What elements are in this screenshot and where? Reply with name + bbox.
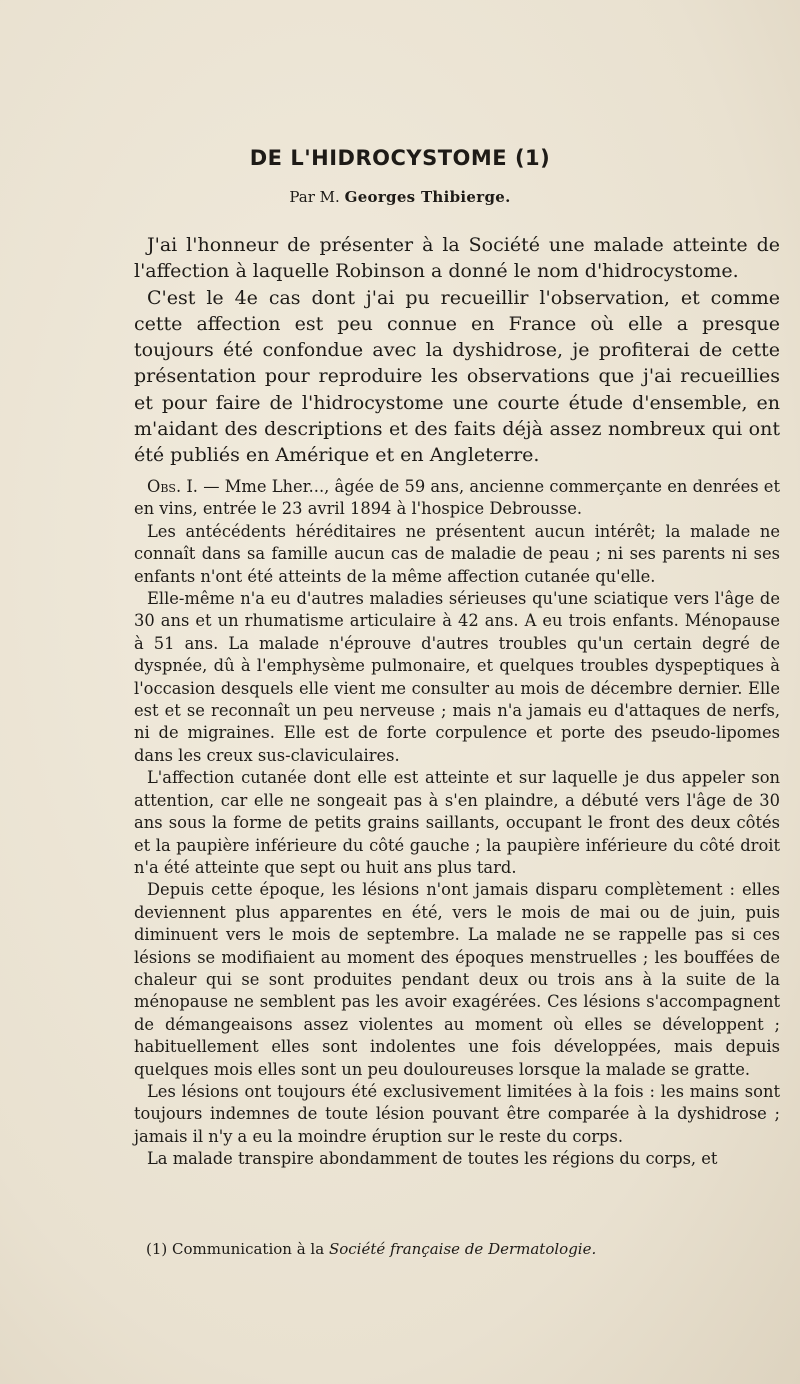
observation-intro: — Mme Lher..., âgée de 59 ans, ancienne commerçante en denrées et en vins, entrée le 23 avril 1894 à l'hospice Debrousse. bbox=[134, 477, 780, 519]
byline bbox=[0, 188, 800, 206]
observation-paragraph: L'affection cutanée dont elle est atteinte et sur laquelle je dus appeler son attention, car elle ne songeait pas à s'en plaindre, a débuté vers l'âge de 30 ans sous la forme de petits grains saillants, occupant le front des deux côtés et la paupière inférieure du côté gauche ; la paupière inférieure du côté droit n'a été atteinte que sept ou huit ans plus tard. bbox=[134, 768, 780, 877]
observation-paragraph: Depuis cette époque, les lésions n'ont jamais disparu complètement : elles deviennent plus apparentes en été, vers le mois de mai ou de juin, puis diminuent vers le mois de septembre. La malade ne se rappelle pas si ces lésions se modifiaient au moment des époques menstruelles ; les bouffées de chaleur qui se sont produites pendant deux ou trois ans à la suite de la ménopause ne semblent pas les avoir exagérées. Ces lésions s'accompagnent de démangeaisons assez violentes au moment où elles se développent ; habituellement elles sont indolentes une fois développées, mais depuis quelques mois elles sont un peu douloureuses lorsque la malade se gratte. bbox=[134, 880, 780, 1079]
footnote-journal: Société française de Dermatologie. bbox=[328, 1240, 597, 1258]
observation-paragraph bbox=[134, 476, 780, 521]
byline-prefix: Par M. bbox=[289, 188, 340, 206]
intro-section bbox=[134, 232, 780, 469]
observation-section bbox=[134, 476, 780, 1171]
observation-paragraph: La malade transpire abondamment de toutes les régions du corps, et bbox=[147, 1149, 718, 1169]
footnote-prefix: (1) Communication à la bbox=[146, 1240, 325, 1258]
intro-paragraph: C'est le 4e cas dont j'ai pu recueillir l'observation, et comme cette affection est peu connue en France où elle a presque toujours été confondue avec la dyshidrose, je profiterai de cette présentation pour reproduire les observations que j'ai recueillies et pour faire de l'hidrocystome une courte étude d'ensemble, en m'aidant des descriptions et des faits déjà assez nombreux qui ont été publiés en Amérique et en Angleterre. bbox=[134, 286, 780, 467]
author-name: Georges Thibierge. bbox=[344, 188, 511, 206]
observation-paragraph: Elle-même n'a eu d'autres maladies sérieuses qu'une sciatique vers l'âge de 30 ans et un rhumatisme articulaire à 42 ans. A eu trois enfants. Ménopause à 51 ans. La malade n'éprouve d'autres troubles qu'un certain degré de dyspnée, dû à l'emphysème pulmonaire, et quelques troubles dyspeptiques à l'occasion desquels elle vient me consulter au mois de décembre dernier. Elle est et se reconnaît un peu nerveuse ; mais n'a jamais eu d'attaques de nerfs, ni de migraines. Elle est de forte corpulence et porte des pseudo-lipomes dans les creux sus-claviculaires. bbox=[134, 589, 780, 765]
observation-label: Obs. I. bbox=[147, 477, 198, 496]
article-title: DE L'HIDROCYSTOME (1) bbox=[249, 146, 551, 170]
observation-paragraph: Les lésions ont toujours été exclusivement limitées à la fois : les mains sont toujours indemnes de toute lésion pouvant être comparée à la dyshidrose ; jamais il n'y a eu la moindre éruption sur le reste du corps. bbox=[134, 1081, 780, 1146]
observation-paragraph: Les antécédents héréditaires ne présentent aucun intérêt; la malade ne connaît dans sa famille aucun cas de maladie de peau ; ni ses parents ni ses enfants n'ont été atteints de la même affection cutanée qu'elle. bbox=[134, 521, 780, 586]
footnote bbox=[146, 1240, 596, 1258]
intro-paragraph: J'ai l'honneur de présenter à la Société une malade atteinte de l'affection à laquelle Robinson a donné le nom d'hidrocystome. bbox=[134, 234, 780, 283]
